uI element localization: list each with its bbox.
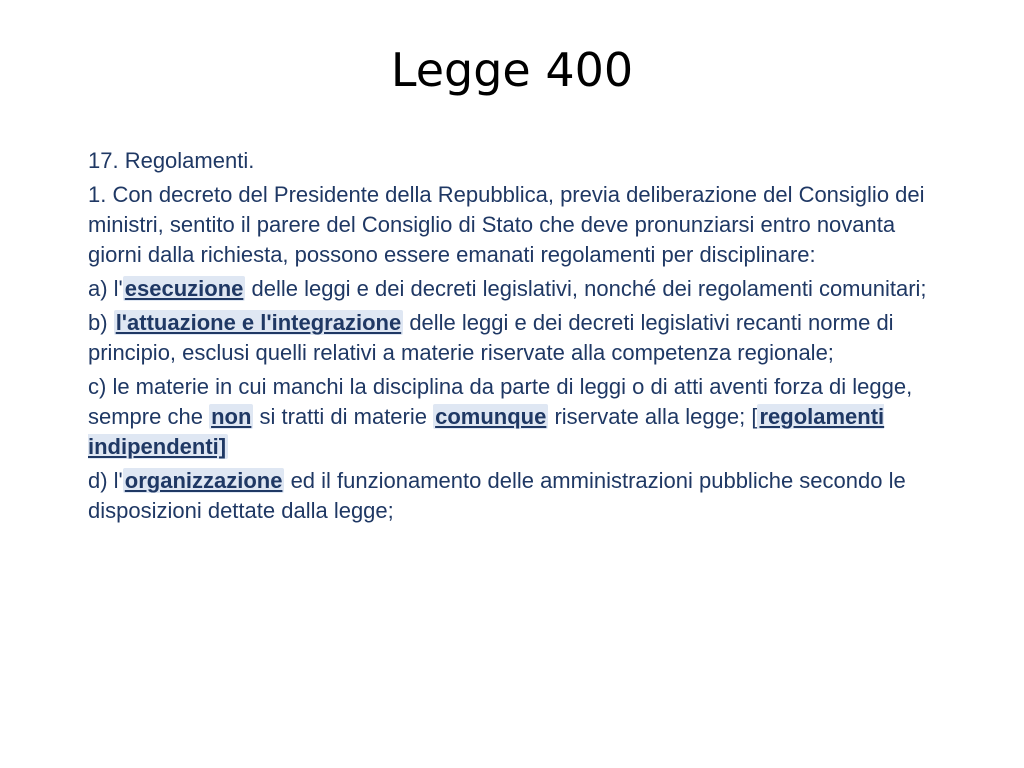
item-c-text-2: si tratti di materie [253, 404, 434, 429]
item-b-text: delle leggi e dei decreti legislativi recanti norme di principio, esclusi quelli relativi a materie riservate alla competenza regionale; [88, 310, 894, 365]
article-heading: 17. Regolamenti. [88, 148, 255, 173]
item-a-prefix: a) l' [88, 276, 123, 301]
slide-title: Legge 400 [390, 43, 634, 97]
keyword-regolamenti-indipendenti: regolamenti indipendenti] [88, 404, 885, 459]
item-a-text: delle leggi e dei decreti legislativi, nonché dei regolamenti comunitari; [245, 276, 927, 301]
item-b [88, 308, 938, 368]
keyword-attuazione: l'attuazione e l'integrazione [115, 310, 402, 335]
item-a [88, 274, 938, 304]
item-c-text-1: c) le materie in cui manchi la disciplina da parte di leggi o di atti aventi forza di legge, sempre che [88, 374, 913, 429]
item-d-prefix: d) l' [88, 468, 123, 493]
keyword-organizzazione: organizzazione [124, 468, 283, 493]
slide-body [88, 146, 938, 530]
item-d-text: ed il funzionamento delle amministrazioni pubbliche secondo le disposizioni dettate dalla legge; [88, 468, 906, 523]
item-c [88, 372, 938, 462]
item-b-prefix: b) [88, 310, 114, 335]
keyword-comunque: comunque [435, 404, 547, 429]
item-c-text-3: riservate alla legge; [ [548, 404, 758, 429]
keyword-esecuzione: esecuzione [124, 276, 244, 301]
keyword-non: non [211, 404, 252, 429]
item-d [88, 466, 938, 526]
paragraph-1: 1. Con decreto del Presidente della Repubblica, previa deliberazione del Consiglio dei ministri, sentito il parere del Consiglio di Stato che deve pronunziarsi entro novanta giorni dalla richiesta, possono essere emanati regolamenti per disciplinare: [88, 182, 925, 267]
